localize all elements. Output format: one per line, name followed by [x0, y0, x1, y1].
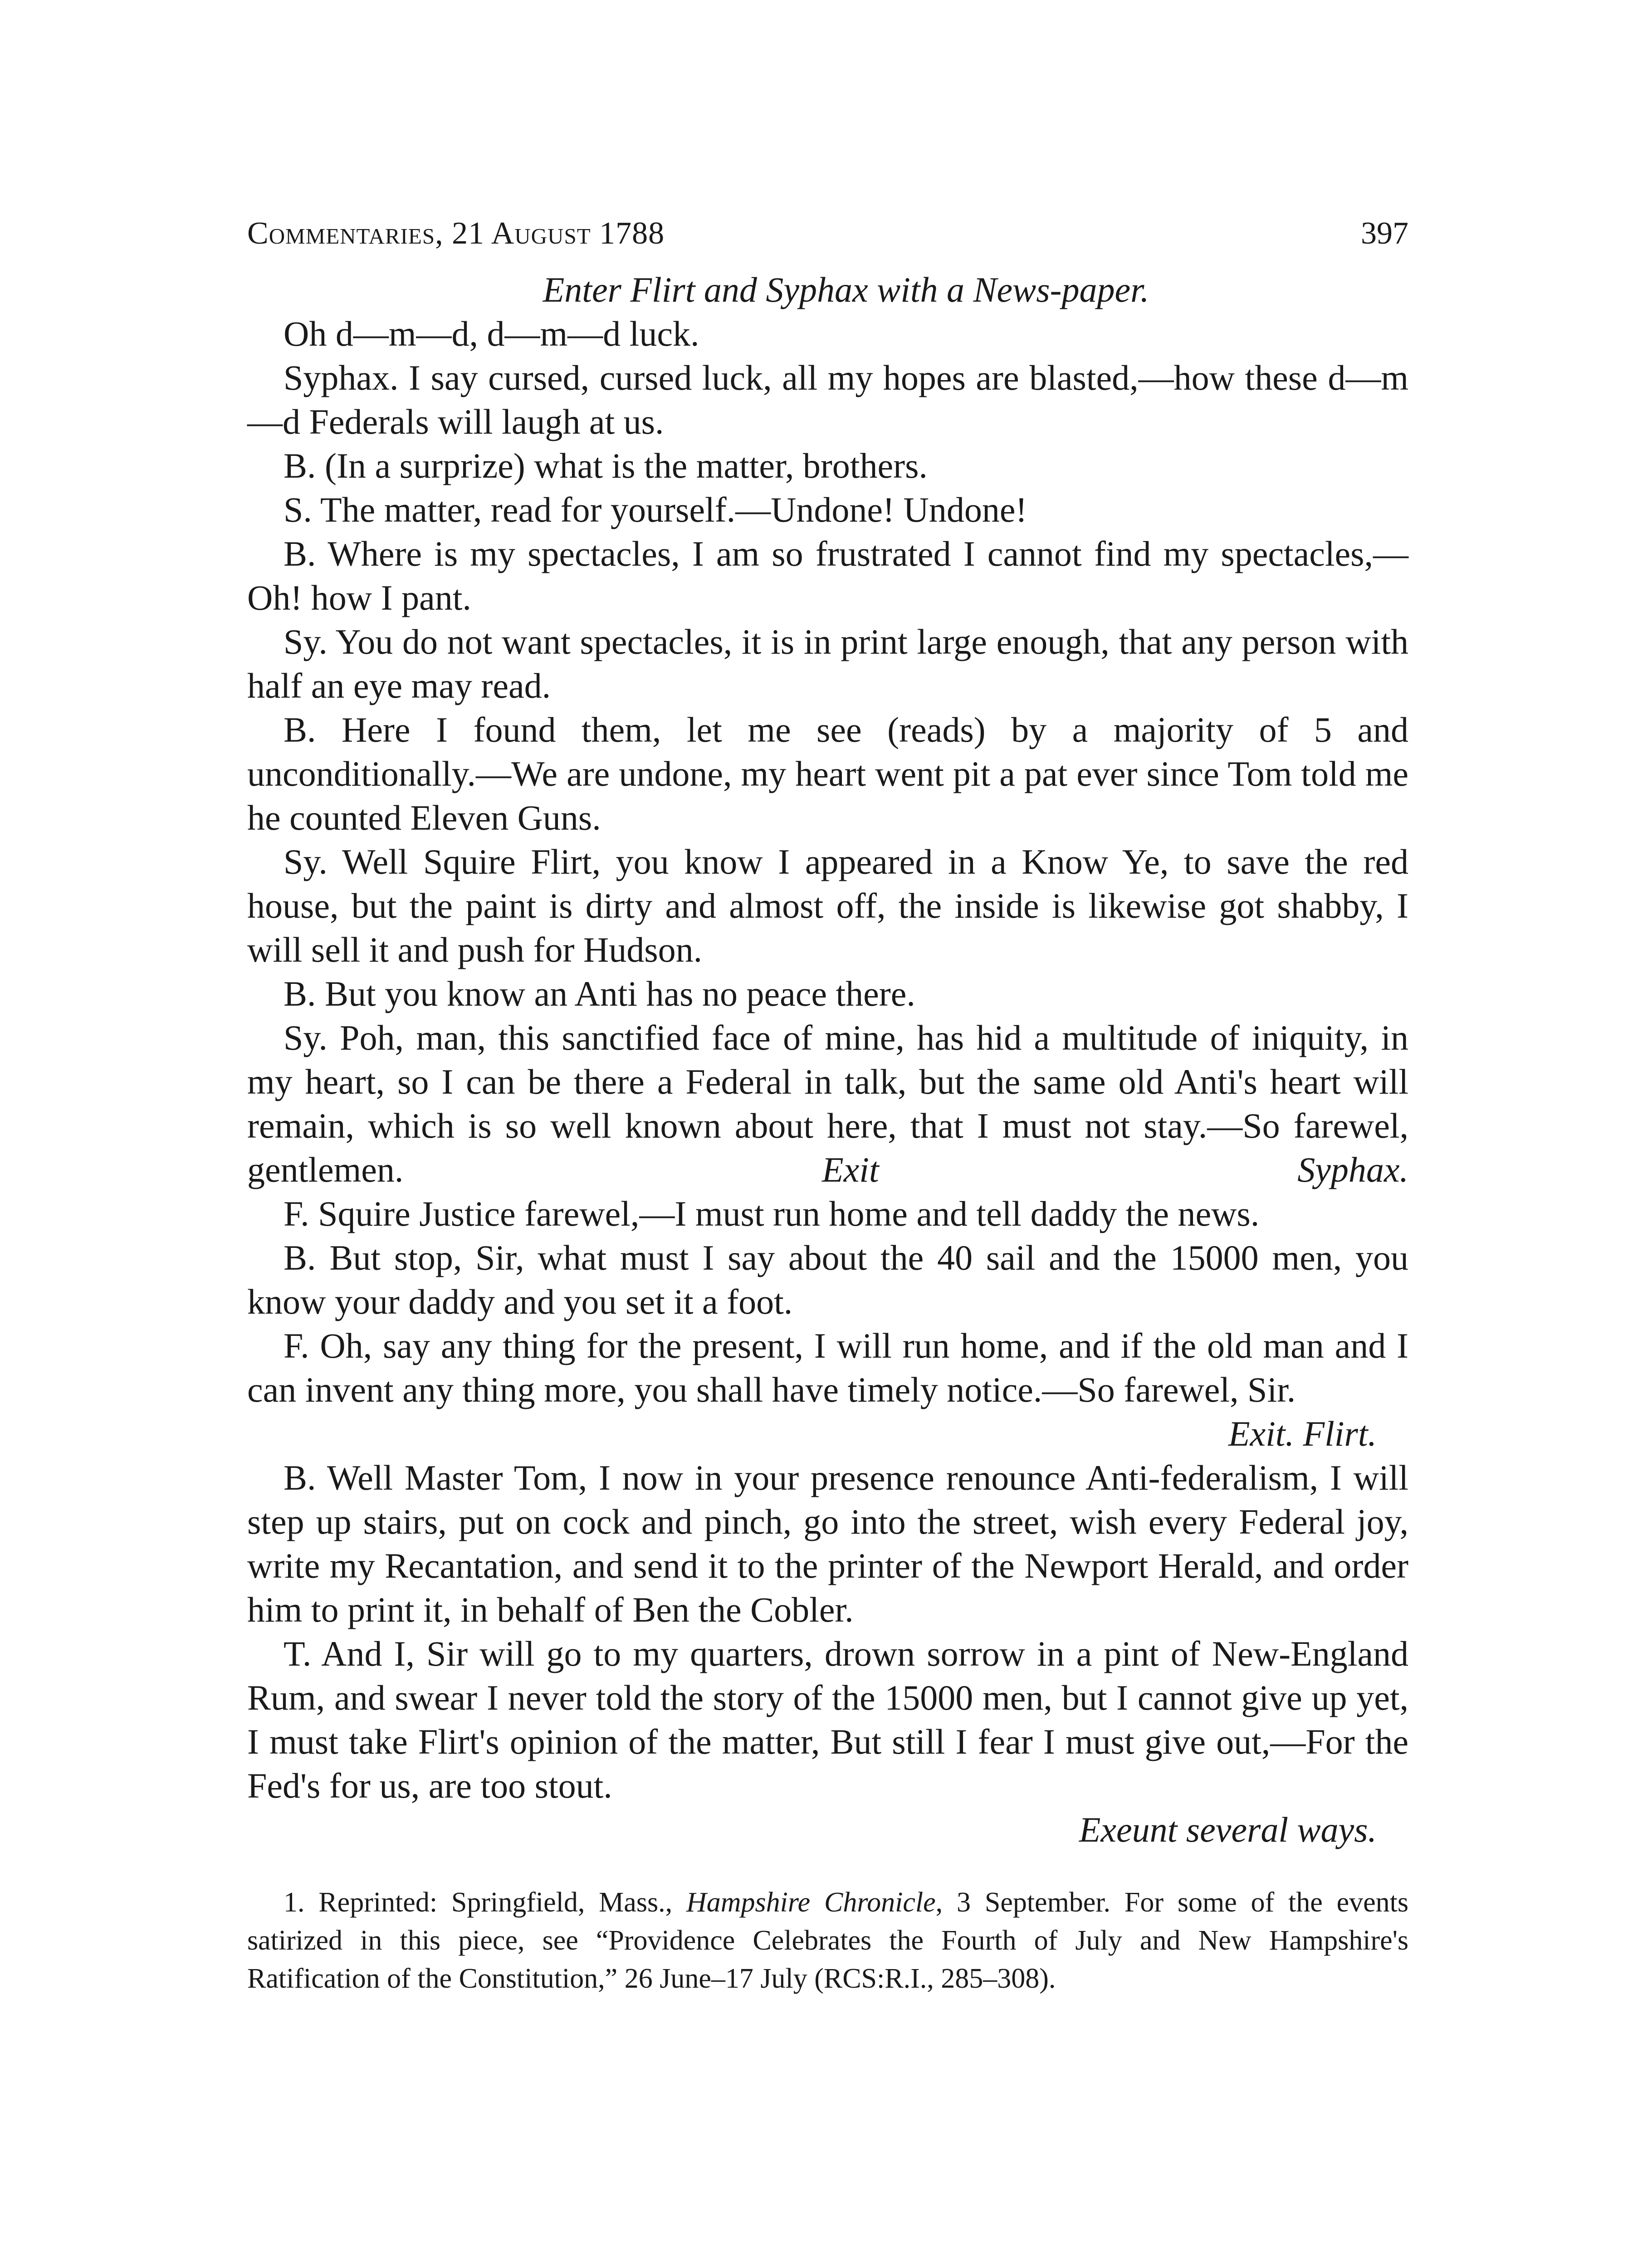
- dialogue-paragraph: B. Here I found them, let me see (reads) by a majority of 5 and unconditionally.—We are undone, my heart went pit a pat ever since Tom told me he counted Eleven Guns.: [247, 710, 1408, 837]
- running-head: [247, 213, 1408, 268]
- dialogue-paragraph: Syphax. I say cursed, cursed luck, all my hopes are blasted,—how these d—m—d Federals will laugh at us.: [247, 358, 1408, 441]
- running-head-title: Commentaries, 21 August 1788: [247, 216, 665, 251]
- footnote: [247, 1883, 1408, 1998]
- dialogue-paragraph: T. And I, Sir will go to my quarters, drown sorrow in a pint of New-England Rum, and swear I never told the story of the 15000 men, but I cannot give up yet, I must take Flirt's opinion of the matter, But still I fear I must give out,—For the Fed's for us, are too stout.: [247, 1634, 1408, 1805]
- dialogue-paragraph: S. The matter, read for yourself.—Undone! Undone!: [284, 490, 1027, 529]
- dialogue-paragraph: Oh d—m—d, d—m—d luck.: [284, 314, 699, 353]
- document-page: [247, 213, 1408, 1998]
- dialogue-paragraph-with-exit: [247, 1016, 1408, 1192]
- dialogue-paragraph: F. Squire Justice farewel,—I must run home and tell daddy the news.: [284, 1194, 1260, 1233]
- footnote-lead: 1. Reprinted: Springfield, Mass.,: [284, 1887, 686, 1918]
- dialogue-paragraph: B. Well Master Tom, I now in your presence renounce Anti-federalism, I will step up stairs, put on cock and pinch, go into the street, wish every Federal joy, write my Recantation, and send it to the printer of the Newport Herald, and order him to print it, in behalf of Ben the Cobler.: [247, 1458, 1408, 1629]
- footnote-newspaper-title: Hampshire Chronicle: [686, 1887, 936, 1918]
- stage-direction-exit-flirt: Exit. Flirt.: [1228, 1414, 1377, 1453]
- stage-direction-exeunt: Exeunt several ways.: [1079, 1810, 1377, 1849]
- dialogue-paragraph: Sy. Well Squire Flirt, you know I appeared in a Know Ye, to save the red house, but the paint is dirty and almost off, the inside is likewise got shabby, I will sell it and push for Hudson.: [247, 842, 1408, 969]
- footnote-rest: , 3 September. For some of the events satirized in this piece, see “Providence Celebrates the Fourth of July and New Hampshire's Ratification of the Constitution,” 26 June–17 July (RCS:R.I., 285–308).: [247, 1887, 1408, 1994]
- page-number: 397: [1361, 216, 1408, 251]
- footnote-paragraph: [247, 1883, 1408, 1998]
- dialogue-paragraph: F. Oh, say any thing for the present, I will run home, and if the old man and I can invent any thing more, you shall have timely notice.—So farewel, Sir.: [247, 1326, 1408, 1409]
- dialogue-paragraph: B. But you know an Anti has no peace there.: [284, 974, 915, 1013]
- dialogue-paragraph: B. Where is my spectacles, I am so frustrated I cannot find my spectacles,—Oh! how I pant.: [247, 534, 1408, 617]
- dialogue-paragraph: Sy. You do not want spectacles, it is in print large enough, that any person with half an eye may read.: [247, 622, 1408, 705]
- stage-direction-enter: Enter Flirt and Syphax with a News-paper.: [543, 270, 1149, 309]
- stage-direction-exit-syphax: Exit Syphax.: [822, 1150, 1408, 1189]
- dialogue-paragraph: B. (In a surprize) what is the matter, brothers.: [284, 446, 928, 485]
- dialogue-text-span: Sy. Poh, man, this sanctified face of mine, has hid a multitude of iniquity, in my heart, so I can be there a Federal in talk, but the same old Anti's heart will remain, which is so well known about here, that I must not stay.—So farewel, gentlemen.: [247, 1018, 1408, 1189]
- dialogue-paragraph: B. But stop, Sir, what must I say about the 40 sail and the 15000 men, you know your daddy and you set it a foot.: [247, 1238, 1408, 1321]
- dialogue-text: [247, 268, 1408, 1852]
